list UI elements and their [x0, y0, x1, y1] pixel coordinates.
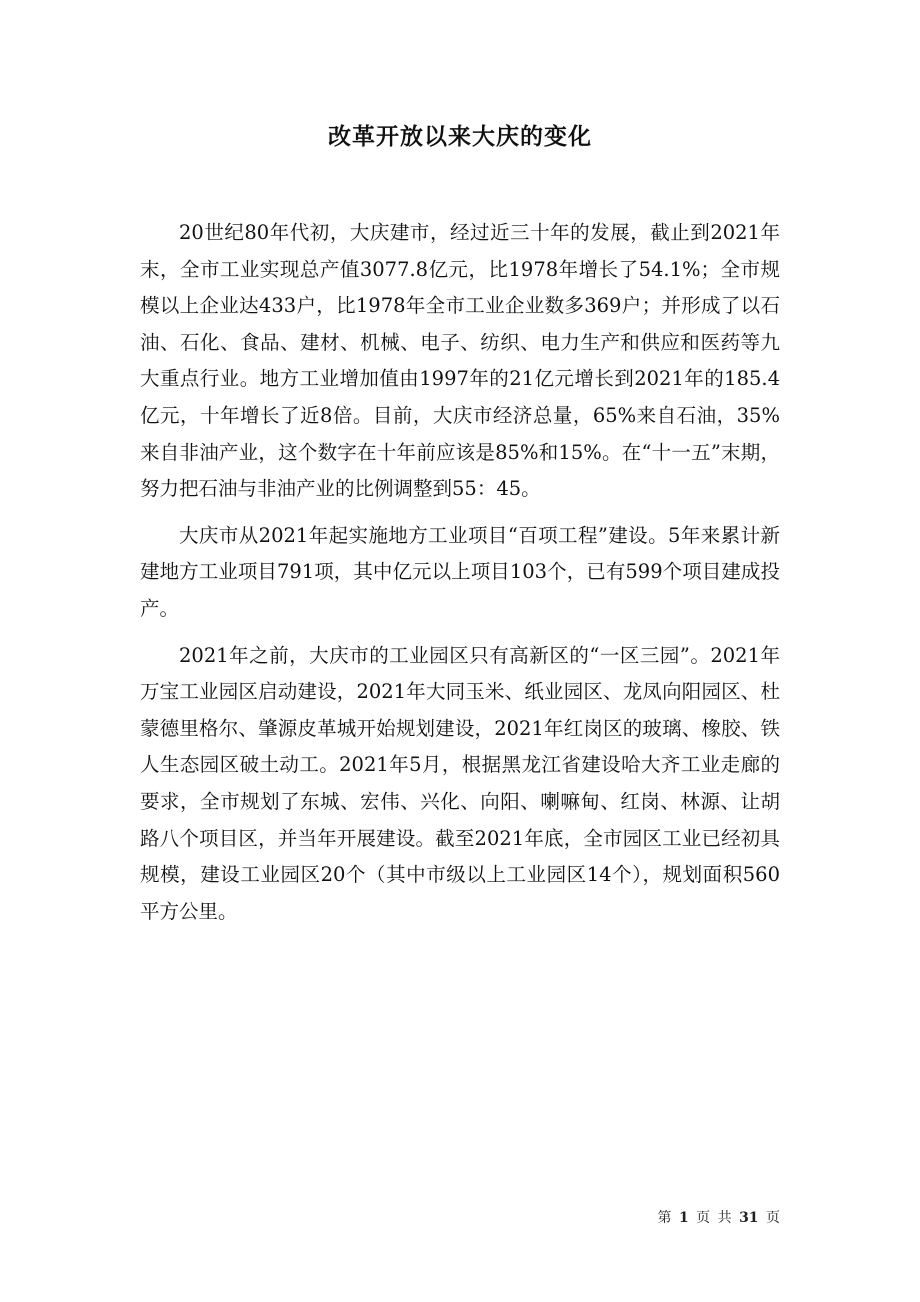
- paragraph-industrial-parks: 2021年之前，大庆市的工业园区只有高新区的“一区三园”。2021年万宝工业园区启动建设，2021年大同玉米、纸业园区、龙凤向阳园区、杜蒙德里格尔、肇源皮革城开始规划建设，2021年红岗区的玻璃、橡胶、铁人生态园区破土动工。2021年5月，根据黑龙江省建设哈大齐工业走廊的要求，全市规划了东城、宏伟、兴化、向阳、喇嘛甸、红岗、林源、让胡路八个项目区，并当年开展建设。截至2021年底，全市园区工业已经初具规模，建设工业园区20个（其中市级以上工业园区14个），规划面积560平方公里。: [140, 643, 780, 923]
- paragraph-industry-overview: 20世纪80年代初，大庆建市，经过近三十年的发展，截止到2021年末，全市工业实现总产值3077.8亿元，比1978年增长了54.1%；全市规模以上企业达433户，比1978年全市工业企业数多369户；并形成了以石油、石化、食品、建材、机械、电子、纺织、电力生产和供应和医药等九大重点行业。地方工业增加值由1997年的21亿元增长到2021年的185.4亿元，十年增长了近8倍。目前，大庆市经济总量，65%来自石油，35%来自非油产业，这个数字在十年前应该是85%和15%。在“十一五”末期，努力把石油与非油产业的比例调整到55：45。: [140, 221, 780, 501]
- page-footer: [658, 1207, 781, 1227]
- footer-middle: 页 共: [696, 1210, 732, 1226]
- paragraph-hundred-projects: 大庆市从2021年起实施地方工业项目“百项工程”建设。5年来累计新建地方工业项目791项，其中亿元以上项目103个，已有599个项目建成投产。: [140, 523, 780, 620]
- document-title: 改革开放以来大庆的变化: [328, 123, 592, 150]
- current-page-number: 1: [678, 1210, 689, 1226]
- document-body: [140, 215, 780, 940]
- footer-suffix: 页: [766, 1210, 780, 1226]
- total-pages-number: 31: [739, 1210, 759, 1226]
- footer-prefix: 第: [657, 1210, 672, 1226]
